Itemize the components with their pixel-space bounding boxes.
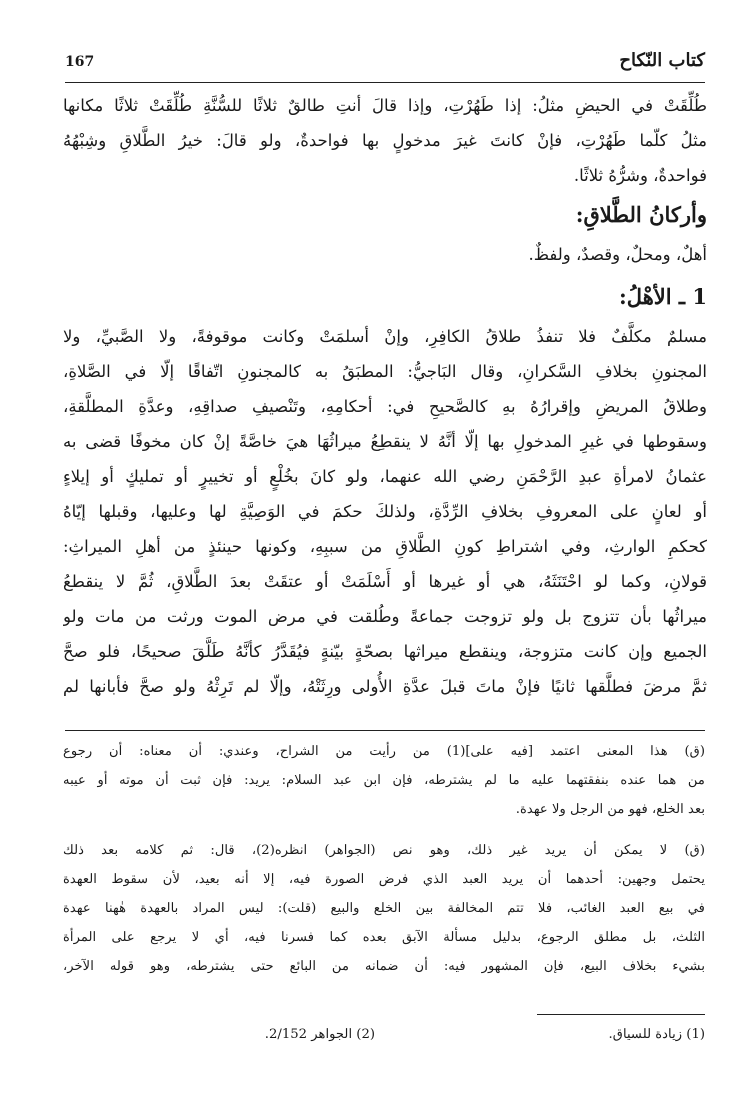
text-line: وطلاقُ المريضِ وإقرارُهُ بهِ كالصَّحيحِ في: أحكامِهِ، وتَنْصيفِ صداقِهِ، وعدَّةِ المطلَّقةِ،	[63, 397, 707, 416]
text-line: مسلمٌ مكلَّفٌ فلا تنفذُ طلاقُ الكافِرِ، وإنْ أسلمَتْ وكانت موقوفةً، ولا الصَّبيِّ، ولا	[63, 327, 707, 346]
note-line: يحتمل وجهين: أحدهما أن يريد العبد الذي فرض الصورة فيه، إلا أنه بعيد، لأن سقوط العهدة	[63, 872, 705, 887]
note-line: بعد الخلع، فهو من الرجل ولا عهدة.	[515, 802, 705, 817]
header-divider	[65, 82, 705, 83]
note-line: بشيء بخلاف البيع، فإن المشهور فيه: أن ضمانه من البائع حتى يشترطه، وهو قوله الآخر،	[63, 959, 705, 974]
note-line: (ق) هذا المعنى اعتمد [فيه على](1) من رأيت من الشراح، وعندي: أن معناه: أن رجوع	[63, 744, 705, 759]
footnote-2: (2) الجواهر 2/152.	[264, 1027, 375, 1042]
text-line: فواحدةٌ، وشرُّهُ ثلاثًا.	[573, 166, 707, 185]
text-line: ميراثُها بأن تتزوج بل ولو تزوجت جماعةً وطُلقت في مرض الموت ورثت من مات ولو	[63, 607, 707, 626]
text-line: ثمَّ مرضَ فطلَّقها ثانيًا فإنْ ماتَ قبلَ عدَّةِ الأُولى ورِثَتْهُ، وإلّا لم تَرِثْهُ ولو صحَّ فأبانها لم	[63, 677, 707, 696]
section-heading-pillars: وأركانُ الطَّلاقِ:	[575, 202, 707, 227]
note-gap	[63, 824, 705, 836]
page-number: 167	[65, 54, 95, 70]
main-text	[63, 88, 707, 704]
footnote-1: (1) زيادة للسياق.	[608, 1027, 705, 1042]
text-line: طُلِّقَتْ في الحيضِ مثلُ: إذا طَهُرْتِ، وإذا قالَ أنتِ طالقٌ ثلاثًا للسُّنَّةِ طُلِّقَتْ ثلاثًا مكانها	[63, 96, 707, 115]
note-line: الثلث، بل مطلق الرجوع، بدليل مسألة الآبق بعده كما فسرنا فيه، أي لا يرجع على المرأة	[63, 930, 705, 945]
note-line: في بيع العبد الغائب، فلا تتم المخالفة بين الخلع والبيع (قلت): ليس المراد بالعهدة هٰهنا عهدة	[63, 901, 705, 916]
page-header	[65, 44, 705, 80]
note-line: (ق) لا يمكن أن يريد غير ذلك، وهو نص (الجواهر) انظره(2)، قال: ثم كلامه بعد ذلك	[63, 843, 705, 858]
text-line: عثمانُ لامرأةِ عبدِ الرَّحْمَنِ رضي الله عنهما، ولو كانَ بخُلْعٍ أو تخييرٍ أو تمليكٍ أو إيلاءٍ	[63, 467, 707, 486]
book-title: كتاب النّكاح	[619, 50, 705, 71]
pillars-list: أهلٌ، ومحلٌ، وقصدٌ، ولفظٌ.	[528, 245, 707, 264]
footnotes-divider	[537, 1014, 705, 1015]
text-line: الجميع وإن كانت متزوجة، وينقطع ميراثها بصحّةٍ بيّنةٍ فيُقَدَّرُ كأنَّهُ طَلَّقَ صحيحًا، فلو صحَّ	[63, 642, 707, 661]
text-line: وسقوطها في غيرِ المدخولِ بها إلّا أنَّهُ لا ينقطِعُ ميراثُهَا هيَ خاصَّةً إنْ كان مخوفًا قضى به	[63, 432, 707, 451]
footnotes	[180, 1022, 705, 1048]
note-line: من هما عنده بنفقتهما عليه ما لم يشترطه، فإن ابن عبد السلام: يريد: فإن ثبت أن موته أو عيبه	[63, 773, 705, 788]
text-line: المجنونِ بخلافِ السَّكرانِ، وقال البَاجيُّ: المطبَقُ به كالمجنونِ اتّفاقًا إلّا في الصَّلاةِ،	[63, 362, 707, 381]
commentary-notes	[63, 737, 705, 981]
text-line: كحكمِ الوارثِ، وفي اشتراطِ كونِ الطَّلاقِ من سببِهِ، وكونها حينئذٍ من أهلِ الميراثِ:	[63, 537, 707, 556]
section-heading-ahl: 1 ـ الأهْلُ:	[619, 284, 707, 309]
text-line: مثلُ كلّما طَهُرْتِ، فإنْ كانتَ غيرَ مدخولٍ بها فواحدةٌ، ولو قالَ: خيرُ الطَّلاقِ وشِبْهُهُ	[63, 131, 707, 150]
text-line: أو لعانٍ على المعروفِ بخلافِ الرِّدَّةِ، ولذلكَ حكمَ في الوَصِيَّةِ لها وعليها، وقبلها إيّاهُ	[63, 502, 707, 521]
notes-divider	[65, 730, 705, 731]
text-line: قولانِ، وكما لو احْتَنَثَهُ، هي أو غيرها أو أَسْلَمَتْ أو عتقَتْ بعدَ الطَّلاقِ، ثُمَّ لا ينقطعُ	[63, 572, 707, 591]
